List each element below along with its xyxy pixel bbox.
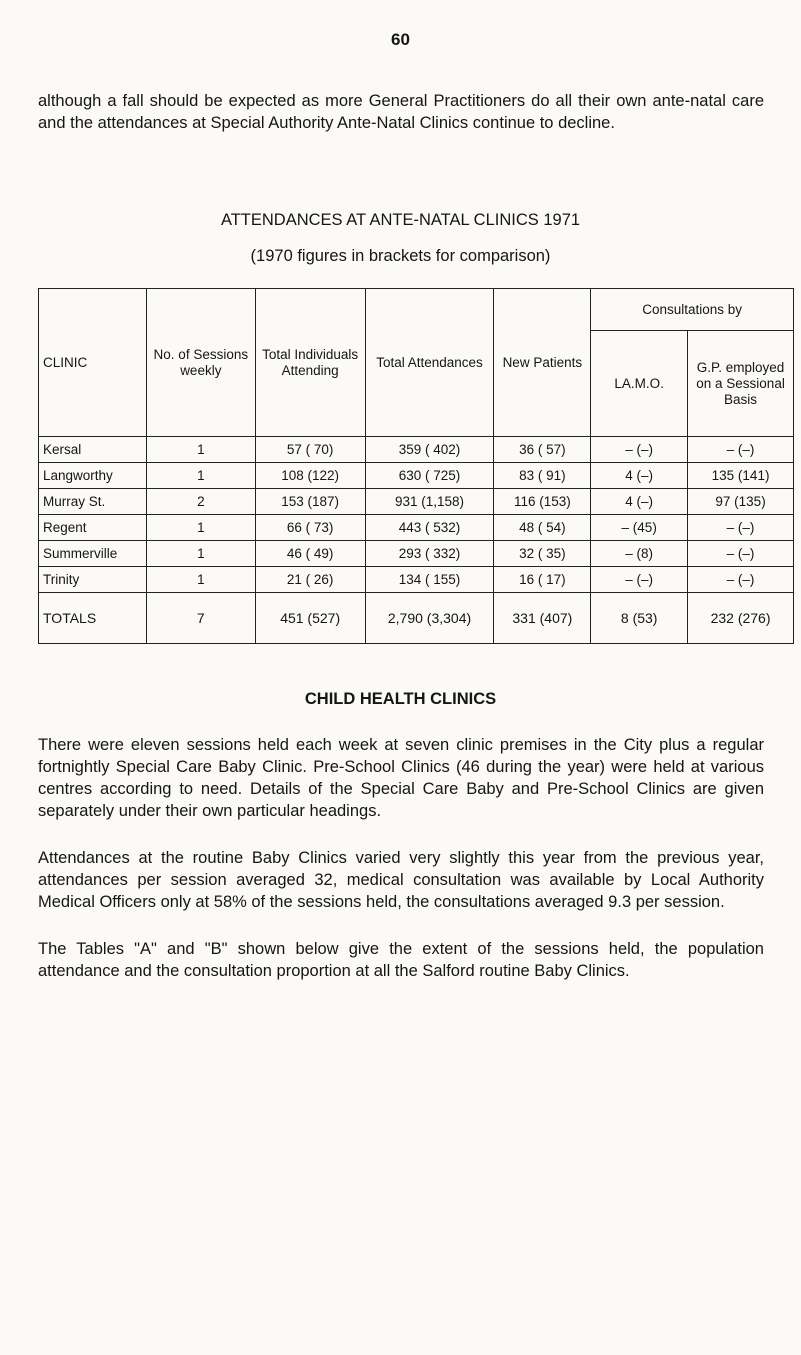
cell-clinic: Summerville xyxy=(39,541,147,567)
cell-gp: – (–) xyxy=(688,567,794,593)
cell-clinic: Trinity xyxy=(39,567,147,593)
paragraph-tables: The Tables "A" and "B" shown below give the extent of the sessions held, the population attendance and the consultation proportion at all the Salford routine Baby Clinics. xyxy=(38,940,764,980)
header-sessions: No. of Sessions weekly xyxy=(146,289,255,437)
header-lamo: LA.M.O. xyxy=(591,331,688,437)
cell-lamo: – (–) xyxy=(591,437,688,463)
cell-sessions: 1 xyxy=(146,541,255,567)
table-title: ATTENDANCES AT ANTE-NATAL CLINICS 1971 xyxy=(220,211,581,229)
cell-sessions: 1 xyxy=(146,567,255,593)
ante-natal-attendance-table xyxy=(38,288,794,644)
table-row xyxy=(39,489,794,515)
table-row xyxy=(39,515,794,541)
cell-clinic: Murray St. xyxy=(39,489,147,515)
cell-gp: – (–) xyxy=(688,541,794,567)
cell-sessions: 1 xyxy=(146,515,255,541)
header-clinic: CLINIC xyxy=(39,289,147,437)
cell-clinic: Regent xyxy=(39,515,147,541)
cell-attendances: 293 ( 332) xyxy=(365,541,494,567)
cell-gp: – (–) xyxy=(688,515,794,541)
cell-sessions: 1 xyxy=(146,463,255,489)
cell-individuals: 153 (187) xyxy=(255,489,365,515)
cell-new-patients: 331 (407) xyxy=(494,593,591,644)
cell-lamo: 4 (–) xyxy=(591,463,688,489)
totals-row xyxy=(39,593,794,644)
cell-new-patients: 36 ( 57) xyxy=(494,437,591,463)
page-number: 60 xyxy=(391,30,410,49)
cell-attendances: 359 ( 402) xyxy=(365,437,494,463)
cell-gp: 135 (141) xyxy=(688,463,794,489)
cell-new-patients: 116 (153) xyxy=(494,489,591,515)
cell-lamo: – (45) xyxy=(591,515,688,541)
cell-attendances: 931 (1,158) xyxy=(365,489,494,515)
cell-individuals: 21 ( 26) xyxy=(255,567,365,593)
header-attendances: Total Attendances xyxy=(365,289,494,437)
cell-individuals: 46 ( 49) xyxy=(255,541,365,567)
cell-clinic: Kersal xyxy=(39,437,147,463)
cell-attendances: 443 ( 532) xyxy=(365,515,494,541)
cell-new-patients: 48 ( 54) xyxy=(494,515,591,541)
header-gp: G.P. employed on a Sessional Basis xyxy=(688,331,794,437)
cell-individuals: 108 (122) xyxy=(255,463,365,489)
cell-attendances: 134 ( 155) xyxy=(365,567,494,593)
intro-paragraph: although a fall should be expected as more General Practitioners do all their own ante-natal care and the attendances at Special Authority Ante-Natal Clinics continue to decline. xyxy=(38,92,764,132)
header-new-patients: New Patients xyxy=(494,289,591,437)
cell-lamo: 8 (53) xyxy=(591,593,688,644)
table-subtitle: (1970 figures in brackets for comparison) xyxy=(250,247,551,265)
cell-individuals: 57 ( 70) xyxy=(255,437,365,463)
cell-sessions: 7 xyxy=(146,593,255,644)
paragraph-attendances: Attendances at the routine Baby Clinics varied very slightly this year from the previous year, attendances per session averaged 32, medical consultation was available by Local Authority Medical Officers only at 58% of the sessions held, the consultations averaged 9.3 per session. xyxy=(38,849,764,911)
cell-attendances: 630 ( 725) xyxy=(365,463,494,489)
cell-gp: 232 (276) xyxy=(688,593,794,644)
cell-gp: – (–) xyxy=(688,437,794,463)
cell-individuals: 451 (527) xyxy=(255,593,365,644)
table-row xyxy=(39,437,794,463)
cell-clinic: TOTALS xyxy=(39,593,147,644)
table-row xyxy=(39,541,794,567)
cell-clinic: Langworthy xyxy=(39,463,147,489)
cell-individuals: 66 ( 73) xyxy=(255,515,365,541)
cell-sessions: 1 xyxy=(146,437,255,463)
table-row xyxy=(39,567,794,593)
header-consultations: Consultations by xyxy=(591,289,794,331)
cell-new-patients: 32 ( 35) xyxy=(494,541,591,567)
cell-lamo: – (8) xyxy=(591,541,688,567)
cell-attendances: 2,790 (3,304) xyxy=(365,593,494,644)
cell-new-patients: 16 ( 17) xyxy=(494,567,591,593)
header-individuals: Total Individuals Attending xyxy=(255,289,365,437)
table-row xyxy=(39,463,794,489)
section-heading: CHILD HEALTH CLINICS xyxy=(304,690,497,708)
cell-lamo: – (–) xyxy=(591,567,688,593)
cell-sessions: 2 xyxy=(146,489,255,515)
paragraph-sessions: There were eleven sessions held each week at seven clinic premises in the City plus a regular fortnightly Special Care Baby Clinic. Pre-School Clinics (46 during the year) were held at various centres according to need. Details of the Special Care Baby and Pre-School Clinics are given separately under their own particular headings. xyxy=(38,736,764,820)
cell-gp: 97 (135) xyxy=(688,489,794,515)
cell-new-patients: 83 ( 91) xyxy=(494,463,591,489)
cell-lamo: 4 (–) xyxy=(591,489,688,515)
